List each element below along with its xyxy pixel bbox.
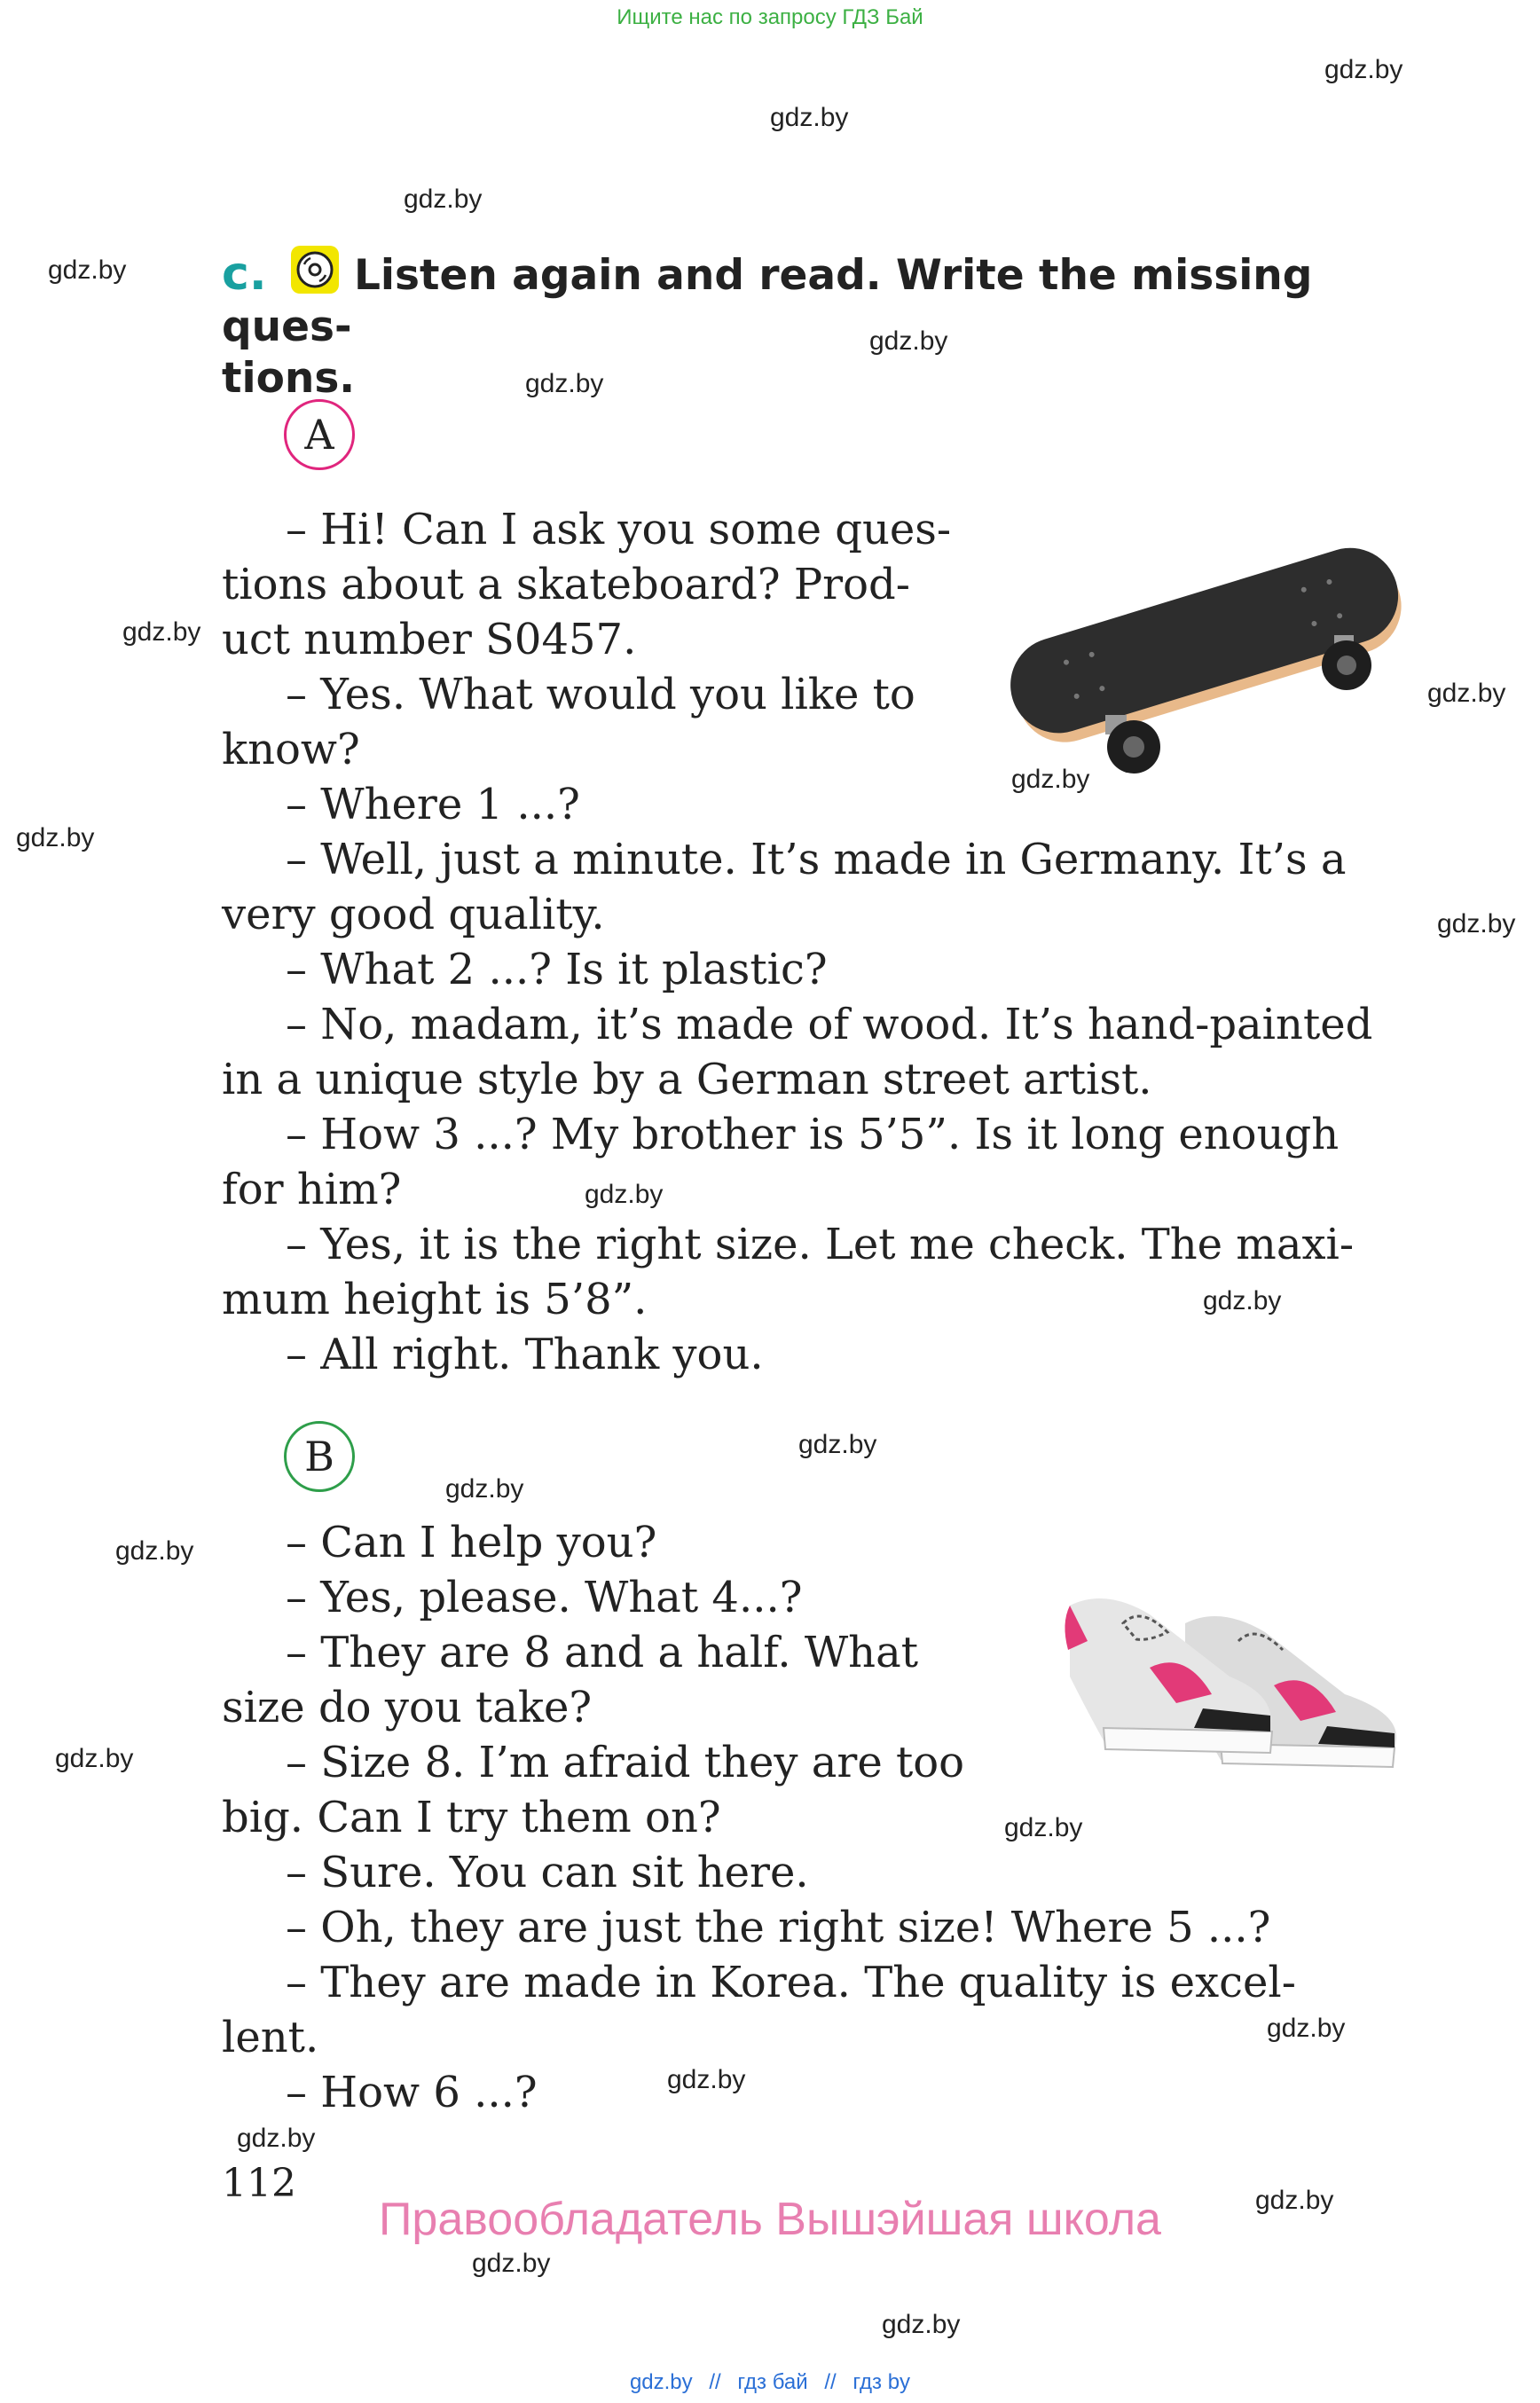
watermark: gdz.by: [115, 1536, 194, 1566]
footer-separator: //: [709, 2370, 721, 2394]
task-instruction-line2: tions.: [222, 354, 356, 403]
dialog-line: – Sure. You can sit here.: [286, 1848, 809, 1897]
dialog-line: – They are made in Korea. The quality is excel-: [286, 1958, 1296, 2007]
watermark: gdz.by: [48, 255, 127, 285]
watermark: gdz.by: [1437, 909, 1516, 938]
task-heading: [222, 245, 1410, 404]
audio-disc-icon[interactable]: [290, 245, 340, 294]
watermark: gdz.by: [122, 617, 201, 647]
watermark: gdz.by: [770, 103, 849, 132]
dialog-line: – All right. Thank you.: [286, 1330, 764, 1379]
dialog-line: – What 2 ...? Is it plastic?: [286, 945, 828, 994]
dialog-line: – How 3 ...? My brother is 5’5”. Is it long enough: [286, 1110, 1340, 1159]
watermark: gdz.by: [869, 326, 948, 356]
watermark: gdz.by: [798, 1430, 877, 1459]
dialog-line: – Can I help you?: [286, 1518, 657, 1567]
watermark: gdz.by: [1004, 1813, 1083, 1842]
watermark: gdz.by: [445, 1474, 524, 1504]
dialog-a-badge: A: [284, 399, 355, 470]
watermark: gdz.by: [16, 823, 95, 852]
dialog-line: – Oh, they are just the right size! Where 5 ...?: [286, 1903, 1271, 1952]
dialog-line: size do you take?: [222, 1683, 593, 1732]
top-banner[interactable]: Ищите нас по запросу ГДЗ Бай: [617, 5, 923, 29]
dialog-line: – No, madam, it’s made of wood. It’s hand-painted: [286, 1000, 1373, 1049]
dialog-line: big. Can I try them on?: [222, 1793, 721, 1842]
rights-holder: Правообладатель Вышэйшая школа: [379, 2194, 1161, 2245]
skateboard-image: [992, 514, 1414, 781]
watermark: gdz.by: [585, 1180, 664, 1209]
dialog-line: – Size 8. I’m afraid they are too: [286, 1738, 965, 1787]
footer-link-gdz-by[interactable]: гдз by: [852, 2370, 911, 2394]
dialog-line: for him?: [222, 1165, 402, 1214]
dialog-line: mum height is 5’8”.: [222, 1275, 648, 1324]
watermark: gdz.by: [404, 185, 483, 214]
watermark: gdz.by: [1267, 2014, 1346, 2043]
task-instruction-line1: Listen again and read. Write the missing ques-: [222, 251, 1313, 351]
dialog-line: – Yes. What would you like to: [286, 670, 915, 719]
dialog-line: – How 6 ...?: [286, 2068, 538, 2117]
footer-link-gdz-bay[interactable]: гдз бай: [737, 2370, 808, 2394]
footer-links: [0, 2370, 1540, 2395]
dialog-line: know?: [222, 725, 360, 774]
watermark: gdz.by: [1203, 1286, 1282, 1315]
watermark: gdz.by: [1011, 765, 1090, 794]
watermark: gdz.by: [525, 369, 604, 398]
dialog-b-badge: B: [284, 1421, 355, 1492]
dialog-line: very good quality.: [222, 890, 605, 939]
dialog-line: – Well, just a minute. It’s made in Germany. It’s a: [286, 835, 1347, 884]
watermark: gdz.by: [1427, 679, 1506, 708]
footer-link-gdz[interactable]: gdz.by: [629, 2370, 693, 2394]
watermark: gdz.by: [55, 1744, 134, 1773]
watermark: gdz.by: [882, 2310, 961, 2339]
task-letter: c.: [222, 247, 267, 301]
dialog-line: – Yes, please. What 4...?: [286, 1573, 803, 1622]
watermark: gdz.by: [1255, 2186, 1334, 2215]
footer-separator: //: [824, 2370, 837, 2394]
sneakers-image: [1052, 1570, 1407, 1783]
dialog-line: – Yes, it is the right size. Let me check. The maxi-: [286, 1220, 1355, 1269]
dialog-line: – They are 8 and a half. What: [286, 1628, 918, 1677]
dialog-line: lent.: [222, 2013, 319, 2062]
watermark: gdz.by: [667, 2065, 746, 2094]
dialog-line: – Hi! Can I ask you some ques-: [286, 505, 952, 554]
dialog-line: in a unique style by a German street artist.: [222, 1055, 1152, 1104]
watermark: gdz.by: [237, 2124, 316, 2153]
dialog-line: – Where 1 ...?: [286, 780, 580, 829]
dialog-line: tions about a skateboard? Prod-: [222, 560, 910, 609]
watermark: gdz.by: [1324, 55, 1403, 84]
dialog-line: uct number S0457.: [222, 615, 637, 664]
page-number: 112: [222, 2161, 296, 2206]
watermark: gdz.by: [472, 2249, 551, 2278]
